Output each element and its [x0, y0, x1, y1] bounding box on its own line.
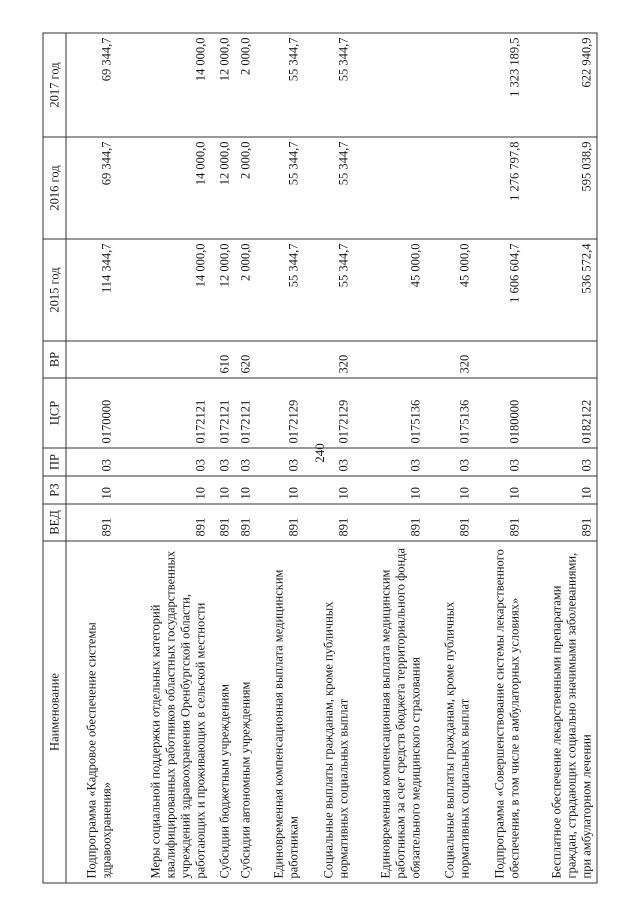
table-row	[232, 33, 254, 883]
row-2016: 14 000,0	[116, 137, 210, 239]
rotated-page	[43, 34, 598, 884]
row-2017: 622 940,9	[525, 33, 597, 137]
row-rz: 10	[425, 476, 475, 504]
row-pr: 03	[66, 448, 116, 476]
header-2015: 2015 год	[43, 239, 66, 341]
header-name: Наименование	[43, 541, 66, 883]
row-2015: 45 000,0	[425, 239, 475, 341]
row-2015: 114 344,7	[66, 239, 116, 341]
table-header-row	[43, 33, 66, 883]
row-vr	[254, 341, 304, 378]
row-2016	[353, 137, 425, 239]
row-2017: 55 344,7	[254, 33, 304, 137]
table-row	[475, 33, 525, 883]
row-2015: 12 000,0	[210, 239, 232, 341]
row-ved: 891	[353, 504, 425, 541]
row-name: Субсидии бюджетным учреждениям	[210, 541, 232, 883]
row-2017: 14 000,0	[116, 33, 210, 137]
budget-table	[43, 33, 598, 884]
row-csr: 0175136	[353, 378, 425, 448]
row-vr	[525, 341, 597, 378]
row-vr: 320	[304, 341, 354, 378]
row-name: Единовременная компенсационная выплата медицинским работникам за счет средств бюджета территориального фонда обязательного медицинского страхования	[353, 541, 425, 883]
row-ved: 891	[254, 504, 304, 541]
row-pr: 03	[116, 448, 210, 476]
row-2015: 1 606 604,7	[475, 239, 525, 341]
header-csr: ЦСР	[43, 378, 66, 448]
row-2016	[425, 137, 475, 239]
row-ved: 891	[304, 504, 354, 541]
row-csr: 0172129	[254, 378, 304, 448]
header-2016: 2016 год	[43, 137, 66, 239]
table-row	[116, 33, 210, 883]
row-csr: 0172121	[116, 378, 210, 448]
row-2017: 69 344,7	[66, 33, 116, 137]
row-rz: 10	[210, 476, 232, 504]
row-2017	[425, 33, 475, 137]
row-ved: 891	[66, 504, 116, 541]
row-pr: 03	[232, 448, 254, 476]
row-rz: 10	[304, 476, 354, 504]
row-rz: 10	[116, 476, 210, 504]
row-ved: 891	[116, 504, 210, 541]
row-csr: 0172121	[232, 378, 254, 448]
row-2016: 69 344,7	[66, 137, 116, 239]
row-rz: 10	[475, 476, 525, 504]
row-csr: 0182122	[525, 378, 597, 448]
row-2017: 1 323 189,5	[475, 33, 525, 137]
row-rz: 10	[254, 476, 304, 504]
row-2015: 2 000,0	[232, 239, 254, 341]
row-vr	[116, 341, 210, 378]
row-vr: 620	[232, 341, 254, 378]
row-vr	[475, 341, 525, 378]
row-ved: 891	[232, 504, 254, 541]
table-row	[210, 33, 232, 883]
row-name: Подпрограмма «Кадровое обеспечение системы здравоохранения»	[66, 541, 116, 883]
row-name: Субсидии автономным учреждениям	[232, 541, 254, 883]
header-pr: ПР	[43, 448, 66, 476]
header-rz: РЗ	[43, 476, 66, 504]
row-name: Социальные выплаты гражданам, кроме публичных нормативных социальных выплат	[425, 541, 475, 883]
row-csr: 0172129	[304, 378, 354, 448]
header-ved: ВЕД	[43, 504, 66, 541]
row-vr	[66, 341, 116, 378]
row-2016: 12 000,0	[210, 137, 232, 239]
row-vr: 610	[210, 341, 232, 378]
row-pr: 03	[304, 448, 354, 476]
row-2017: 12 000,0	[210, 33, 232, 137]
row-2016: 2 000,0	[232, 137, 254, 239]
header-vr: ВР	[43, 341, 66, 378]
row-2017	[353, 33, 425, 137]
row-ved: 891	[475, 504, 525, 541]
row-vr	[353, 341, 425, 378]
table-row	[66, 33, 116, 883]
row-csr: 0172121	[210, 378, 232, 448]
row-2017: 2 000,0	[232, 33, 254, 137]
row-2015: 55 344,7	[254, 239, 304, 341]
header-2017: 2017 год	[43, 33, 66, 137]
row-2016: 55 344,7	[304, 137, 354, 239]
row-2016: 595 038,9	[525, 137, 597, 239]
row-name: Единовременная компенсационная выплата медицинским работникам	[254, 541, 304, 883]
table-row	[254, 33, 304, 883]
row-vr: 320	[425, 341, 475, 378]
row-2016: 1 276 797,8	[475, 137, 525, 239]
row-2017: 55 344,7	[304, 33, 354, 137]
row-pr: 03	[210, 448, 232, 476]
row-csr: 0170000	[66, 378, 116, 448]
row-2016: 55 344,7	[254, 137, 304, 239]
row-name: Подпрограмма «Совершенствование системы лекарственного обеспечения, в том числе в амбулаторных условиях»	[475, 541, 525, 883]
table-row	[353, 33, 425, 883]
row-2015: 55 344,7	[304, 239, 354, 341]
row-2015: 14 000,0	[116, 239, 210, 341]
table-row	[525, 33, 597, 883]
table-row	[304, 33, 354, 883]
row-csr: 0175136	[425, 378, 475, 448]
row-pr: 03	[353, 448, 425, 476]
row-name: Бесплатное обеспечение лекарственными препаратами граждан, страдающих социально значимыми заболеваниями, при амбулаторном лечении	[525, 541, 597, 883]
row-rz: 10	[232, 476, 254, 504]
row-csr: 0180000	[475, 378, 525, 448]
row-name: Меры социальной поддержки отдельных категорий квалифицированных работников областных государственных учреждений здравоохранения Оренбургской области, работающих и проживающих в сельской местности	[116, 541, 210, 883]
row-ved: 891	[525, 504, 597, 541]
row-rz: 10	[525, 476, 597, 504]
row-pr: 03	[254, 448, 304, 476]
page-number: 240	[312, 443, 327, 463]
row-pr: 03	[475, 448, 525, 476]
row-2015: 536 572,4	[525, 239, 597, 341]
row-ved: 891	[210, 504, 232, 541]
table-row	[425, 33, 475, 883]
row-rz: 10	[353, 476, 425, 504]
row-2015: 45 000,0	[353, 239, 425, 341]
row-name: Социальные выплаты гражданам, кроме публичных нормативных социальных выплат	[304, 541, 354, 883]
row-pr: 03	[425, 448, 475, 476]
row-pr: 03	[525, 448, 597, 476]
row-rz: 10	[66, 476, 116, 504]
row-ved: 891	[425, 504, 475, 541]
